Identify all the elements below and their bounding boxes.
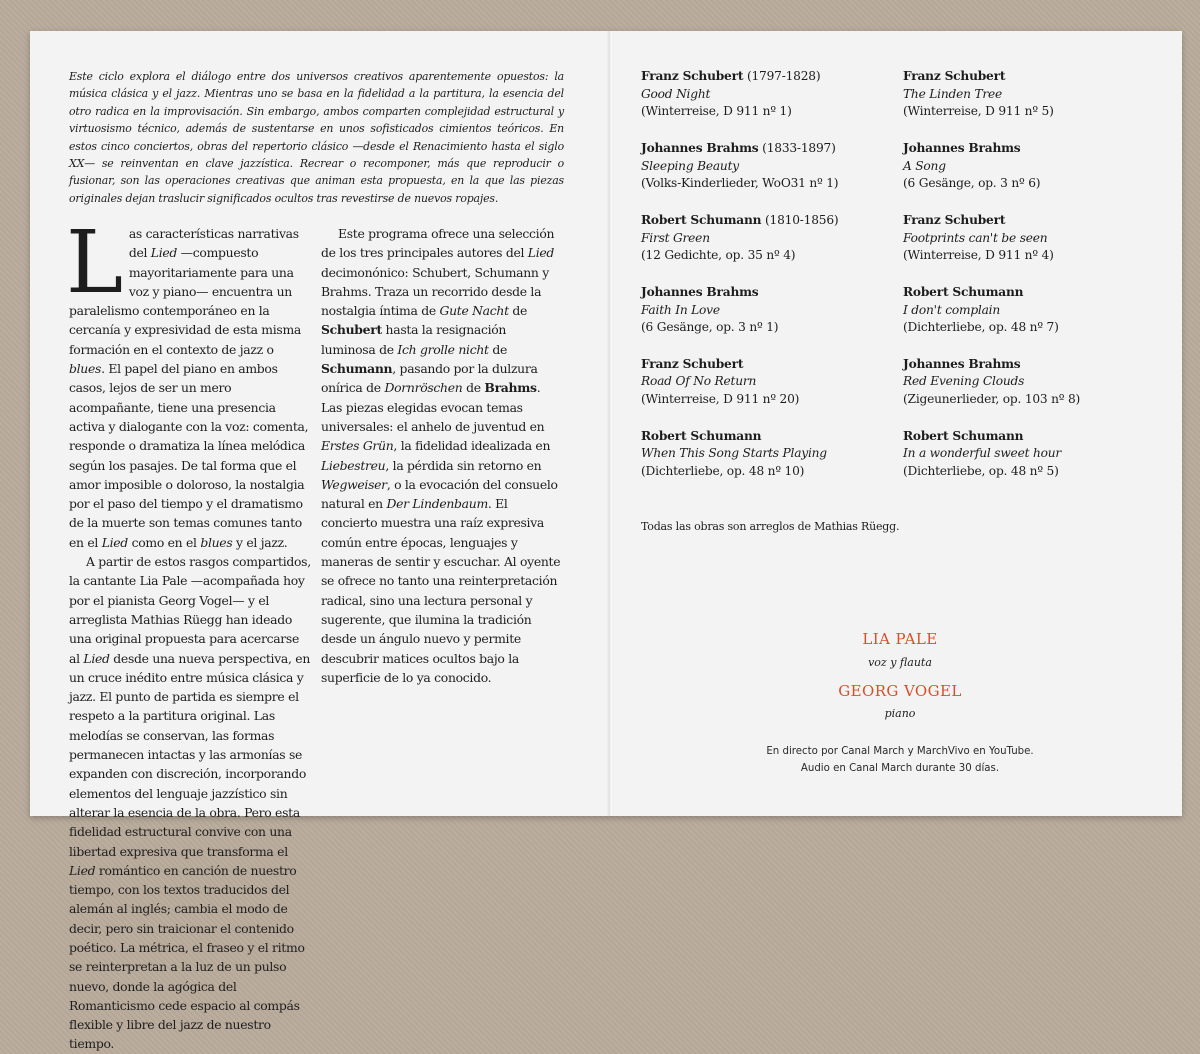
italic-term: Erstes Grün	[321, 438, 394, 454]
text-run: . El papel del piano en ambos casos, lejos de ser un mero acompañante, tiene una presencia activa y dialogante con la voz: comenta, responde o dramatiza la línea melódica según los pasajes. De tal forma que el amor imposible o doloroso, la nostalgia por el paso del tiempo y el dramatismo de la muerte son temas comunes tanto en el	[69, 361, 309, 550]
work-title: Footprints can't be seen	[903, 230, 1048, 245]
performer-name-lia-pale: LIA PALE	[862, 630, 938, 648]
work-title: Road Of No Return	[641, 374, 757, 389]
composer-dates: (1810-1856)	[761, 212, 839, 227]
italic-term: blues	[200, 534, 233, 550]
text-run: de	[488, 341, 508, 357]
italic-term: Lied	[527, 245, 555, 261]
text-run: desde una nueva perspectiva, en un cruce inédito entre música clásica y jazz. El punto de partida es siempre el respeto a la partitura original. Las melodías se conservan, las formas permanecen intactas y las armonías se expanden con discreción, incorporando elementos del lenguaje jazzístico sin alterar la esencia de la obra. Pero esta fidelidad estructural convive con una libertad expresiva que transforma el	[69, 650, 310, 859]
work-source: (Winterreise, D 911 nº 1)	[641, 104, 792, 119]
text-run: de	[508, 303, 528, 319]
program-item	[903, 212, 1163, 265]
work-source: (6 Gesänge, op. 3 nº 6)	[903, 176, 1041, 191]
text-run: —compuesto mayoritariamente para una voz y piano— encuentra un paralelismo contemporáneo en la cercanía y expresividad de esta misma formación en el contexto de jazz o	[69, 245, 302, 357]
text-run: . El concierto muestra una raíz expresiva común entre épocas, lenguajes y maneras de sentir y escuchar. Al oyente se ofrece no tanto una reinterpretación radical, sino una lectura personal y sugerente, que ilumina la tradición desde un ángulo nuevo y permite descubrir matices ocultos bajo la superficie de lo ya conocido.	[321, 496, 561, 685]
composer-name: Johannes Brahms	[641, 140, 759, 155]
italic-term: Lied	[69, 862, 96, 878]
composer-name: Johannes Brahms	[641, 284, 759, 299]
essay-column-right	[321, 224, 564, 687]
italic-term: Wegweiser	[321, 476, 387, 492]
work-source: (Volks-Kinderlieder, WoO31 nº 1)	[641, 176, 839, 191]
work-source: (Dichterliebe, op. 48 nº 10)	[641, 464, 805, 479]
composer-dates: (1833-1897)	[758, 140, 836, 155]
work-source: (Winterreise, D 911 nº 5)	[903, 104, 1054, 119]
program-item	[641, 68, 901, 121]
work-source: (Dichterliebe, op. 48 nº 7)	[903, 320, 1059, 335]
text-run: Este programa ofrece una selección de los tres principales autores del	[321, 226, 555, 261]
program-item	[641, 284, 901, 337]
work-source: (6 Gesänge, op. 3 nº 1)	[641, 320, 779, 335]
program-list-left	[641, 68, 901, 500]
composer-name: Franz Schubert	[641, 356, 744, 371]
work-title: Faith In Love	[641, 302, 720, 317]
performer-role-voice-flute: voz y flauta	[868, 656, 932, 669]
composer-name: Johannes Brahms	[903, 356, 1021, 371]
text-run: romántico en canción de nuestro tiempo, con los textos traducidos del alemán al inglés; cambia el modo de decir, pero sin traicionar el contenido poético. La métrica, el fraseo y el ritmo se reinterpretan a la luz de un pulso nuevo, donde la agógica del Romanticismo cede espacio al compás flexible y libre del jazz de nuestro tiempo.	[69, 862, 305, 1052]
work-title: First Green	[641, 230, 710, 245]
arrangement-note: Todas las obras son arreglos de Mathias Rüegg.	[641, 520, 900, 533]
bold-composer: Brahms	[484, 380, 537, 396]
work-title: The Linden Tree	[903, 86, 1003, 101]
work-title: I don't complain	[903, 302, 1001, 317]
text-run: as características narrativas del	[128, 226, 299, 261]
italic-term: Liebestreu	[321, 457, 386, 473]
essay-column-left	[66, 213, 312, 1054]
italic-term: Dornröschen	[384, 380, 463, 396]
italic-term: Lied	[101, 534, 128, 550]
work-title: Good Night	[641, 86, 711, 101]
text-run: hasta la resignación luminosa de	[321, 322, 507, 357]
program-item	[641, 212, 901, 265]
composer-name: Robert Schumann	[903, 284, 1024, 299]
text-run: A partir de estos rasgos compartidos, la cantante Lia Pale —acompañada hoy por el pianista Georg Vogel— y el arreglista Mathias Rüegg han ideado una original propuesta para acercarse al	[69, 554, 311, 666]
performer-name-georg-vogel: GEORG VOGEL	[838, 682, 962, 700]
text-run: , la pérdida sin retorno en	[385, 457, 542, 473]
italic-term: blues	[69, 361, 102, 377]
text-run: , o la evocación del consuelo natural en	[321, 476, 558, 512]
work-source: (12 Gedichte, op. 35 nº 4)	[641, 248, 796, 263]
composer-name: Franz Schubert	[903, 212, 1006, 227]
bold-composer: Schumann	[321, 361, 393, 377]
program-item	[641, 428, 901, 481]
composer-name: Robert Schumann	[903, 428, 1024, 443]
center-fold	[607, 31, 613, 816]
composer-name: Franz Schubert	[903, 69, 1006, 83]
work-source: (Dichterliebe, op. 48 nº 5)	[903, 464, 1059, 479]
bold-composer: Schubert	[321, 322, 382, 338]
italic-term: Der Lindenbaum	[386, 496, 488, 512]
italic-term: Lied	[83, 650, 110, 666]
text-run: decimonónico: Schubert, Schumann y Brahms. Traza un recorrido desde la nostalgia íntima de	[321, 264, 549, 319]
work-title: Sleeping Beauty	[641, 158, 739, 173]
text-run: como en el	[127, 534, 201, 550]
composer-name: Robert Schumann	[641, 212, 762, 227]
program-item	[903, 428, 1163, 481]
work-source: (Winterreise, D 911 nº 4)	[903, 248, 1054, 263]
italic-term: Lied	[150, 245, 178, 261]
work-title: When This Song Starts Playing	[641, 446, 827, 461]
text-run: y el jazz.	[232, 534, 288, 550]
program-item	[903, 284, 1163, 337]
composer-dates: (1797-1828)	[743, 69, 821, 83]
program-item	[903, 140, 1163, 193]
text-run: . Las piezas elegidas evocan temas universales: el anhelo de juventud en	[321, 380, 545, 434]
intro-paragraph: Este ciclo explora el diálogo entre dos universos creativos aparentemente opuestos: la música clásica y el jazz. Mientras uno se basa en la fidelidad a la partitura, la esencia del otro radica en la improvisación. Sin embargo, ambos comparten complejidad estructural y virtuosismo técnico, además de sustentarse en unos sofisticados cimientos teóricos. En estos cinco conciertos, obras del repertorio clásico —desde el Renacimiento hasta el siglo XX— se reinventan en clave jazzística. Recrear o recomponer, más que reproducir o fusionar, son las operaciones creativas que animan esta propuesta, en la que las piezas originales dejan traslucir significados ocultos tras revestirse de nuevos ropajes.	[69, 70, 564, 205]
italic-term: Gute Nacht	[439, 303, 509, 319]
program-item	[903, 356, 1163, 409]
text-run: , la fidelidad idealizada en	[393, 438, 551, 454]
work-title: Red Evening Clouds	[903, 374, 1025, 389]
broadcast-live-line: En directo por Canal March y MarchVivo en YouTube.	[766, 746, 1034, 757]
work-source: (Zigeunerlieder, op. 103 nº 8)	[903, 392, 1081, 407]
composer-name: Robert Schumann	[641, 428, 762, 443]
program-item	[641, 140, 901, 193]
drop-cap: L	[66, 213, 123, 313]
composer-name: Johannes Brahms	[903, 140, 1021, 155]
work-source: (Winterreise, D 911 nº 20)	[641, 392, 800, 407]
italic-term: Ich grolle nicht	[397, 341, 489, 357]
text-run: , pasando por la dulzura onírica de	[321, 361, 538, 396]
composer-name: Franz Schubert	[641, 69, 744, 83]
text-run: de	[462, 380, 485, 396]
essay-paragraph-1	[66, 213, 312, 552]
performer-role-piano: piano	[884, 707, 916, 720]
program-item	[641, 356, 901, 409]
work-title: In a wonderful sweet hour	[903, 446, 1062, 461]
broadcast-audio-line: Audio en Canal March durante 30 días.	[800, 763, 1000, 774]
essay-paragraph-3	[321, 224, 564, 687]
work-title: A Song	[903, 158, 946, 173]
program-item	[903, 68, 1163, 121]
essay-paragraph-2	[69, 552, 312, 1054]
program-list-right	[903, 68, 1163, 500]
